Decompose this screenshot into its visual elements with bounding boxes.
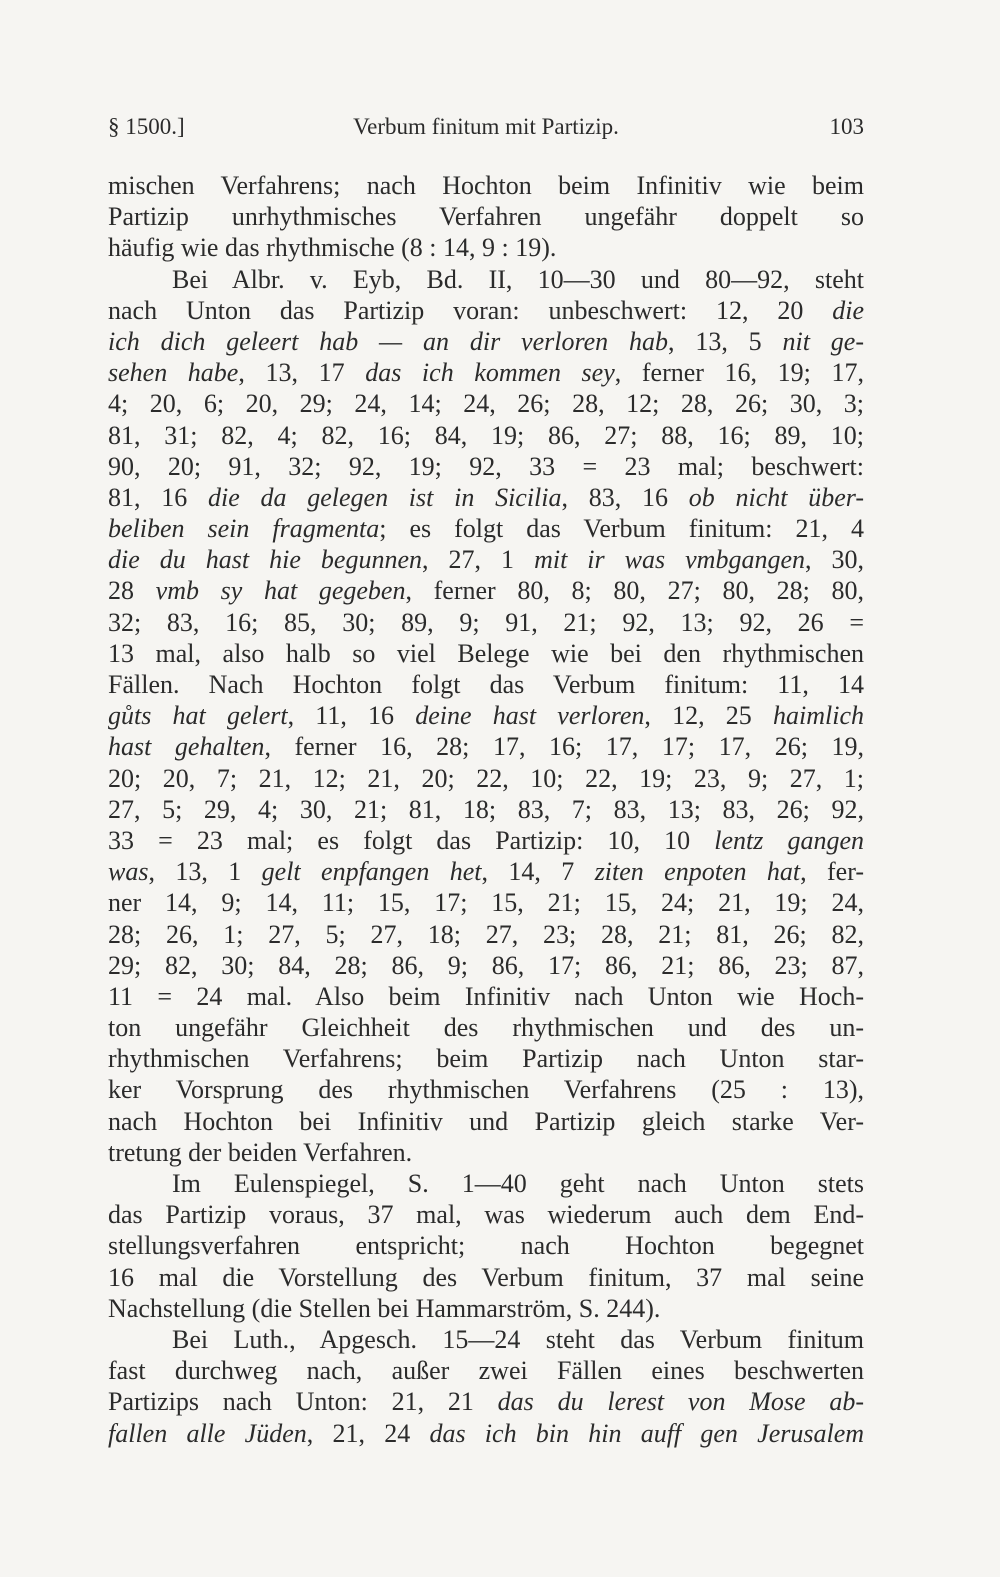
italic-quotation: gůts hat gelert [108, 701, 288, 731]
text-line [108, 1199, 864, 1230]
text-line [108, 981, 864, 1012]
text-line [108, 763, 864, 794]
text-run: 13 mal, also halb so viel Belege wie bei den rhythmischen [108, 638, 864, 668]
text-run: 33 = 23 mal; es folgt das Partizip: 10, 10 [108, 825, 715, 855]
text-run: 11 = 24 mal. Also beim Infinitiv nach Unton wie Hoch- [108, 981, 864, 1011]
text-run: , 30, [804, 545, 864, 575]
text-line [108, 607, 864, 638]
italic-quotation: das du lerest von Mose ab- [497, 1387, 864, 1417]
text-line [108, 1106, 864, 1137]
italic-quotation: ich dich geleert hab — an dir verloren hab [108, 326, 668, 356]
text-run: Partizip unrhythmisches Verfahren ungefähr doppelt so [108, 202, 864, 232]
text-run: Nachstellung (die Stellen bei Hammarström, S. 244). [108, 1293, 661, 1323]
text-run: häufig wie das rhythmische (8 : 14, 9 : 19). [108, 233, 557, 263]
text-run: ner 14, 9; 14, 11; 15, 17; 15, 21; 15, 24; 21, 19; 24, [108, 888, 864, 918]
italic-quotation: hast gehalten [108, 732, 265, 762]
italic-quotation: ob nicht über- [688, 482, 864, 512]
text-run: mischen Verfahrens; nach Hochton beim Infinitiv wie beim [108, 171, 864, 200]
section-number: § 1500.] [108, 114, 185, 139]
text-line [108, 856, 864, 887]
running-header [108, 114, 864, 142]
italic-quotation: nit ge- [782, 326, 864, 356]
text-run: Im Eulenspiegel, S. 1—40 geht nach Unton stets [172, 1169, 864, 1198]
text-line [108, 919, 864, 950]
text-line [108, 950, 864, 981]
text-line [108, 170, 864, 201]
text-run: stellungsverfahren entspricht; nach Hochton begegnet [108, 1231, 864, 1261]
italic-quotation: die [832, 295, 864, 325]
italic-quotation: deine hast verloren [415, 701, 645, 731]
running-title: Verbum finitum mit Partizip. [353, 114, 619, 139]
text-run: 32; 83, 16; 85, 30; 89, 9; 91, 21; 92, 13; 92, 26 = [108, 607, 864, 637]
text-run: tretung der beiden Verfahren. [108, 1137, 413, 1167]
text-line [108, 357, 864, 388]
text-run: nach Unton das Partizip voran: unbeschwert: 12, 20 [108, 295, 833, 325]
text-line [108, 1386, 864, 1417]
text-run: das Partizip voraus, 37 mal, was wiederum auch dem End- [108, 1200, 864, 1230]
text-run: , fer- [800, 857, 864, 887]
text-run: Bei Luth., Apgesch. 15—24 steht das Verbum finitum [172, 1324, 864, 1354]
text-run: , 13, 1 [148, 857, 262, 887]
text-run: 16 mal die Vorstellung des Verbum finitum, 37 mal seine [108, 1262, 864, 1292]
text-line [108, 232, 864, 263]
text-line [108, 1137, 864, 1168]
italic-quotation: beliben sein fragmenta [108, 514, 380, 544]
text-run: , 11, 16 [287, 701, 416, 731]
text-run: , ferner 80, 8; 80, 27; 80, 28; 80, [405, 576, 865, 606]
text-run: 81, 31; 82, 4; 82, 16; 84, 19; 86, 27; 88, 16; 89, 10; [108, 420, 864, 450]
text-run: 4; 20, 6; 20, 29; 24, 14; 24, 26; 28, 12; 28, 26; 30, 3; [108, 389, 864, 419]
text-line [108, 731, 864, 762]
text-run: fast durchweg nach, außer zwei Fällen eines beschwerten [108, 1356, 864, 1386]
text-run: rhythmischen Verfahrens; beim Partizip nach Unton star- [108, 1044, 864, 1074]
text-line [108, 638, 864, 669]
text-line [108, 669, 864, 700]
text-line [108, 1293, 864, 1324]
text-run: , 13, 17 [238, 358, 366, 388]
text-run: , 21, 24 [306, 1418, 430, 1448]
text-run: nach Hochton bei Infinitiv und Partizip gleich starke Ver- [108, 1106, 864, 1136]
text-line [108, 388, 864, 419]
text-line [108, 1074, 864, 1105]
italic-quotation: vmb sy hat gegeben [155, 576, 406, 606]
text-run: , ferner 16, 28; 17, 16; 17, 17; 17, 26; 19, [264, 732, 864, 762]
text-run: , 13, 5 [668, 326, 783, 356]
text-line [108, 295, 864, 326]
text-run: , 83, 16 [561, 482, 689, 512]
text-run: , 14, 7 [481, 857, 595, 887]
italic-quotation: fallen alle Jüden [108, 1418, 307, 1448]
text-run: 28; 26, 1; 27, 5; 27, 18; 27, 23; 28, 21; 81, 26; 82, [108, 919, 864, 949]
italic-quotation: lentz gangen [714, 825, 864, 855]
text-line [108, 1043, 864, 1074]
text-line [108, 513, 864, 544]
body-text [108, 170, 864, 1449]
text-run: Bei Albr. v. Eyb, Bd. II, 10—30 und 80—92, steht [172, 264, 864, 294]
italic-quotation: sehen habe [108, 358, 239, 388]
text-run: ton ungefähr Gleichheit des rhythmischen und des un- [108, 1013, 864, 1043]
text-line [108, 264, 864, 295]
text-line [108, 1012, 864, 1043]
text-line [108, 201, 864, 232]
text-line [108, 544, 864, 575]
text-run: , ferner 16, 19; 17, [614, 358, 864, 388]
text-run: 27, 5; 29, 4; 30, 21; 81, 18; 83, 7; 83, 13; 83, 26; 92, [108, 794, 864, 824]
text-line [108, 1324, 864, 1355]
italic-quotation: die da gelegen ist in Sicilia [207, 482, 562, 512]
text-run: Partizips nach Unton: 21, 21 [108, 1387, 498, 1417]
text-line [108, 482, 864, 513]
italic-quotation: das ich kommen sey [365, 358, 615, 388]
text-run: 90, 20; 91, 32; 92, 19; 92, 33 = 23 mal; beschwert: [108, 451, 864, 481]
text-run: ; es folgt das Verbum finitum: 21, 4 [379, 514, 864, 544]
text-line [108, 1262, 864, 1293]
text-line [108, 1355, 864, 1386]
italic-quotation: gelt enpfangen het [261, 857, 482, 887]
text-line [108, 1230, 864, 1261]
text-line [108, 420, 864, 451]
text-line [108, 1418, 864, 1449]
italic-quotation: was [108, 857, 149, 887]
text-run: 20; 20, 7; 21, 12; 21, 20; 22, 10; 22, 19; 23, 9; 27, 1; [108, 763, 864, 793]
text-run: 81, 16 [108, 482, 208, 512]
text-run: 28 [108, 576, 156, 606]
text-run: 29; 82, 30; 84, 28; 86, 9; 86, 17; 86, 21; 86, 23; 87, [108, 950, 864, 980]
text-line [108, 575, 864, 606]
text-run: , 12, 25 [644, 701, 773, 731]
text-line [108, 825, 864, 856]
italic-quotation: haimlich [773, 701, 864, 731]
text-run: , 27, 1 [422, 545, 535, 575]
text-line [108, 326, 864, 357]
text-run: Fällen. Nach Hochton folgt das Verbum finitum: 11, 14 [108, 670, 864, 699]
text-line [108, 451, 864, 482]
text-line [108, 700, 864, 731]
text-line [108, 887, 864, 918]
italic-quotation: das ich bin hin auff gen Jerusalem [429, 1418, 865, 1448]
page-number: 103 [829, 114, 864, 139]
italic-quotation: ziten enpoten hat [594, 857, 801, 887]
text-line [108, 794, 864, 825]
text-line [108, 1168, 864, 1199]
italic-quotation: die du hast hie begunnen [108, 545, 423, 575]
text-run: ker Vorsprung des rhythmischen Verfahrens (25 : 13), [108, 1075, 864, 1105]
italic-quotation: mit ir was vmbgangen [534, 545, 805, 575]
